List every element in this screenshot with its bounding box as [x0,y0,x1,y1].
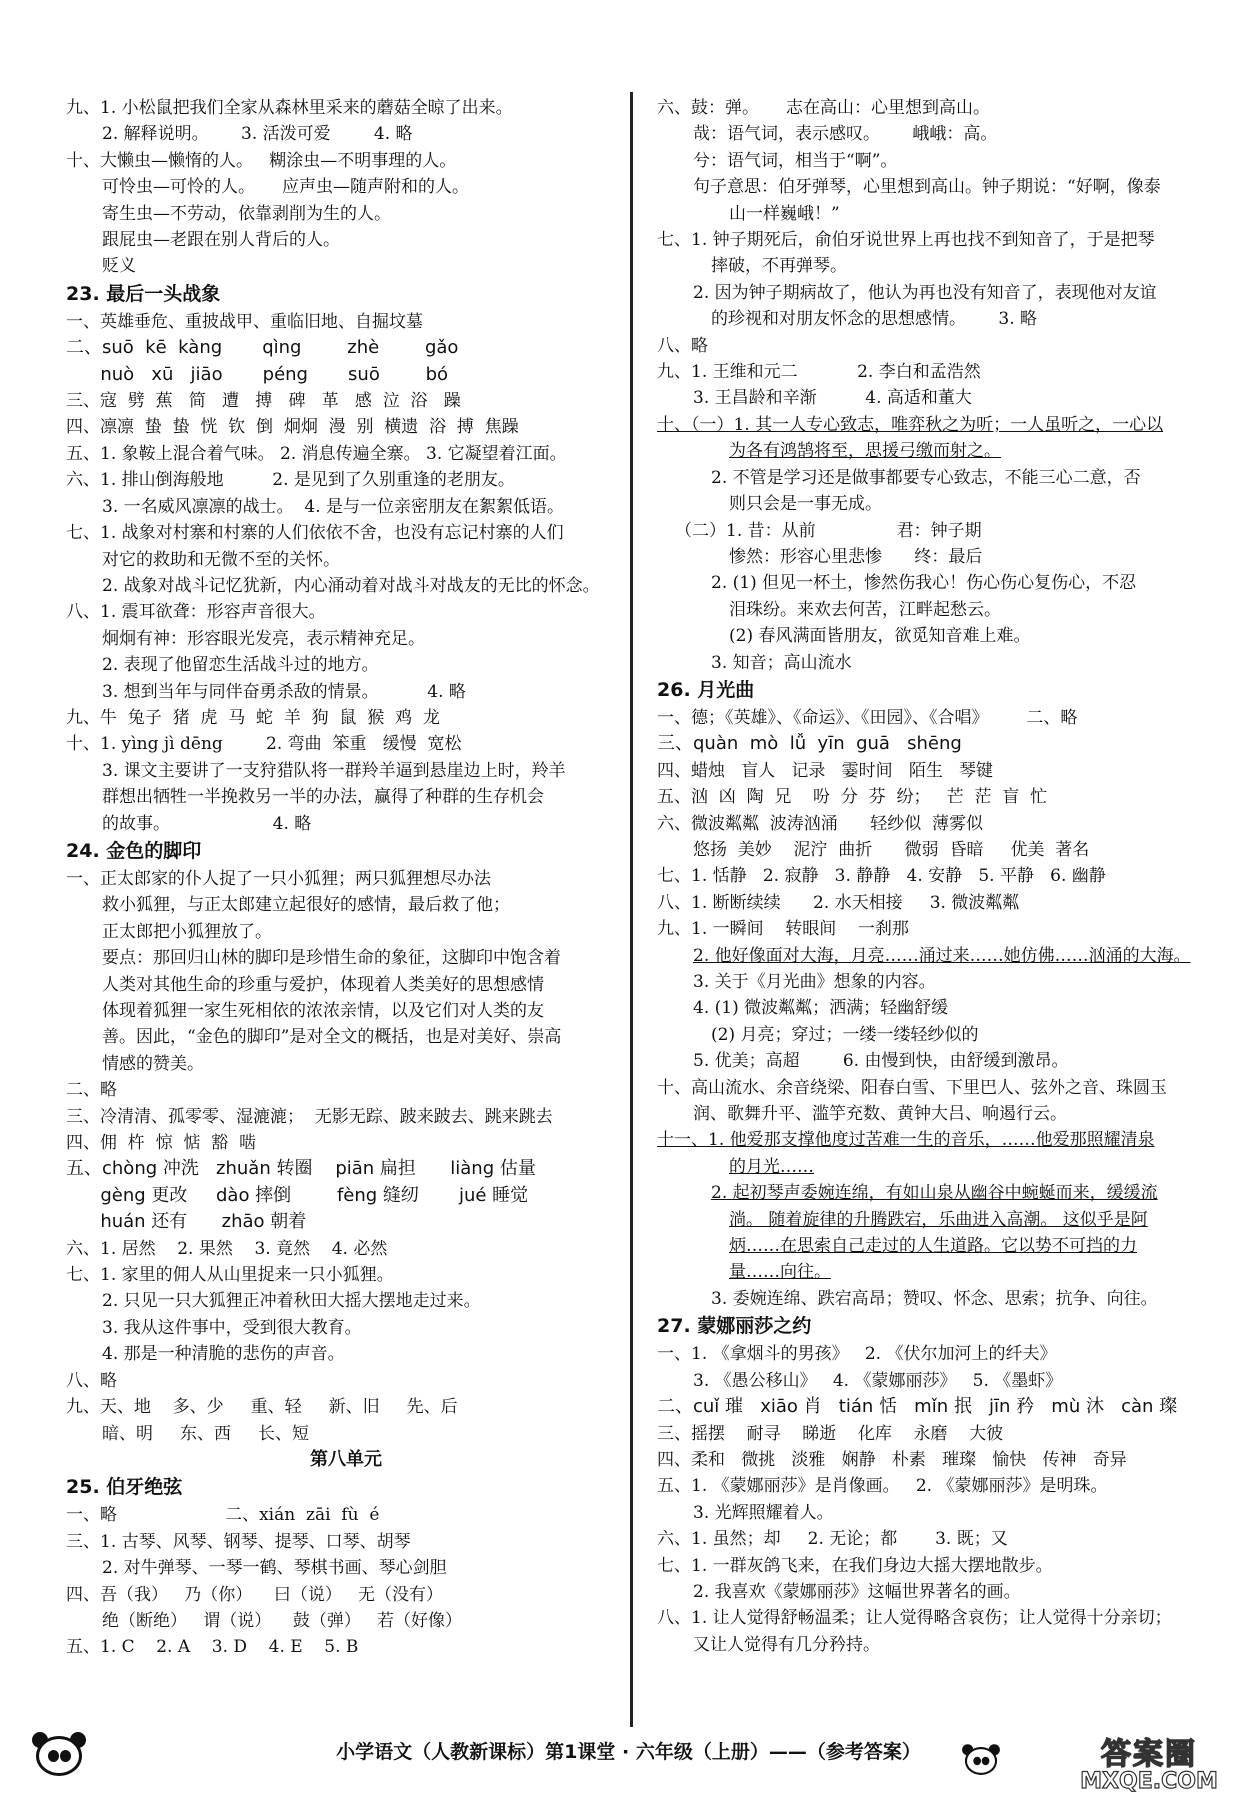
answer-line: 六、1. 虽然；却 2. 无论；都 3. 既；又 [657,1529,1008,1550]
answer-line: 3. 我从这件事中，受到很大教育。 [102,1317,362,1338]
answer-line: （二）1. 昔：从前 君：钟子期 [675,520,982,541]
answer-line: 要点：那回归山林的脚印是珍惜生命的象征，这脚印中饱含着 [102,948,561,969]
answer-line: 四、吾（我） 乃（你） 曰（说） 无（没有） [66,1584,444,1605]
answer-line: 3. 委婉连绵、跌宕高昂；赞叹、怀念、思索；抗争、向往。 [711,1288,1158,1309]
right-column [657,95,1205,1658]
answer-line: 九、天、地 多、少 重、轻 新、旧 先、后 [66,1397,458,1418]
answer-line: 炳……在思索自己走过的人生道路。它以势不可挡的力 [729,1236,1137,1257]
answer-line: 绝（断绝） 谓（说） 鼓（弹） 若（好像） [102,1610,463,1631]
answer-line: 三、冷清清、孤零零、湿漉漉； 无影无踪、跛来跛去、跳来跳去 [66,1106,553,1127]
answer-line: 2. 解释说明。 3. 活泼可爱 4. 略 [102,124,413,145]
answer-line: 三、摇摆 耐寻 睇逝 化库 永磨 大彼 [657,1423,1004,1444]
answer-line: 情感的赞美。 [102,1053,204,1074]
answer-line: 2. 起初琴声委婉连绵，有如山泉从幽谷中蜿蜒而来，缓缓流 [711,1183,1158,1204]
answer-line: 九、1. 小松鼠把我们全家从森林里采来的蘑菇全晾了出来。 [66,98,513,118]
answer-line: 摔破，不再弹琴。 [711,256,847,277]
answer-line: 十、大懒虫—懒惰的人。 糊涂虫—不明事理的人。 [66,150,457,171]
answer-line: (2) 月亮；穿过；一缕一缕轻纱似的 [711,1024,979,1045]
answer-line: 3. 《愚公移山》 4. 《蒙娜丽莎》 5. 《墨虾》 [693,1370,1063,1391]
answer-line: 悠扬 美妙 泥泞 曲折 微弱 昏暗 优美 著名 [693,839,1090,860]
answer-line: 惨然：形容心里悲惨 终：最后 [729,546,983,567]
answer-line: 二、略 [66,1080,117,1101]
answer-line: 对它的救助和无微不至的关怀。 [102,549,340,570]
answer-line: 山一样巍峨！” [729,203,840,224]
answer-line: 4. (1) 微波粼粼；洒满；轻幽舒缓 [693,998,949,1019]
answer-line: 3. 课文主要讲了一支狩猎队将一群羚羊逼到悬崖边上时，羚羊 [102,760,566,781]
answer-line: 十、高山流水、余音绕梁、阳春白雪、下里巴人、弦外之音、珠圆玉 [657,1077,1167,1098]
answer-line: 九、1. 王维和元二 2. 李白和孟浩然 [657,362,981,383]
answer-line: 2. 因为钟子期病故了，他认为再也没有知音了，表现他对友谊 [693,282,1157,303]
answer-line: 五、chòng 冲洗 zhuǎn 转圈 piān 扁担 liàng 估量 [66,1158,536,1180]
answer-line: 八、略 [66,1370,117,1391]
answer-line: 可怜虫—可怜的人。 应声虫—随声附和的人。 [102,177,470,198]
answer-line: 五、1. 《蒙娜丽莎》是肖像画。 2. 《蒙娜丽莎》是明珠。 [657,1476,1108,1497]
answer-line: 十、（一）1. 其一人专心致志，唯弈秋之为听；一人虽听之，一心以 [657,414,1164,435]
section-heading: 25. 伯牙绝弦 [66,1476,183,1499]
answer-line: (2) 春风满面皆朋友，欲觅知音难上难。 [729,626,1031,647]
answer-line: 群想出牺牲一半挽救另一半的办法，赢得了种群的生存机会 [102,787,544,808]
answer-line: 3. 知音；高山流水 [711,652,852,673]
answer-line: 为各有鸿鹄将至，思援弓缴而射之。 [729,441,1001,462]
answer-line: 七、1. 钟子期死后，俞伯牙说世界上再也找不到知音了，于是把琴 [657,230,1155,251]
answer-line: 二、suō kē kàng qìng zhè gǎo [66,337,459,359]
footer-title: 小学语文（人教新课标）第1课堂 · 六年级（上册）——（参考答案） [336,1740,921,1763]
answer-line: 2. 我喜欢《蒙娜丽莎》这幅世界著名的画。 [693,1581,1021,1602]
answer-line: 六、鼓：弹。 志在高山：心里想到高山。 [657,98,991,118]
answer-line: 淌。 随着旋律的升腾跌宕，乐曲进入高潮。 这似乎是阿 [729,1209,1148,1230]
answer-line: 五、1. 象鞍上混合着气味。 2. 消息传遍全寨。 3. 它凝望着江面。 [66,443,567,464]
answer-line: 一、正太郎家的仆人捉了一只小狐狸；两只狐狸想尽办法 [66,868,491,889]
section-heading: 24. 金色的脚印 [66,839,202,862]
answer-line: 五、汹 凶 陶 兄 吩 分 芬 纷； 芒 茫 盲 忙 [657,787,1048,808]
answer-line: 十、1. yìng jì dēng 2. 弯曲 笨重 缓慢 宽松 [66,734,462,755]
answer-line: 的月光…… [729,1156,814,1177]
answer-line: nuò xū jiāo péng suō bó [66,363,449,385]
answer-line: 八、1. 让人觉得舒畅温柔；让人觉得略含哀伤；让人觉得十分亲切； [657,1608,1172,1629]
answer-line: 2. 他好像面对大海，月亮……涌过来……她仿佛……汹涌的大海。 [693,945,1191,966]
answer-line: 兮：语气词，相当于“啊”。 [693,150,898,171]
answer-line: 3. 光辉照耀着人。 [693,1502,834,1523]
answer-line: 量……向往。 [729,1262,831,1283]
answer-line: huán 还有 zhāo 朝着 [66,1211,307,1233]
answer-line: 3. 王昌龄和辛渐 4. 高适和董大 [693,388,972,409]
answer-line: 2. 不管是学习还是做事都要专心致志，不能三心二意，否 [711,467,1141,488]
answer-line: 八、1. 震耳欲聋：形容声音很大。 [66,602,326,623]
answer-line: 五、1. C 2. A 3. D 4. E 5. B [66,1637,359,1658]
answer-line: 善。因此，“金色的脚印”是对全文的概括，也是对美好、崇高 [102,1027,562,1048]
answer-line: 的珍视和对朋友怀念的思想感情。 3. 略 [711,309,1038,330]
answer-line: 三、寇 劈 蕉 简 遭 搏 碑 革 感 泣 浴 躁 [66,391,461,412]
answer-line: 八、1. 断断续续 2. 水天相接 3. 微波粼粼 [657,892,1020,913]
answer-line: 一、1. 《拿烟斗的男孩》 2. 《伏尔加河上的纤夫》 [657,1344,1057,1365]
panda-icon [959,1743,1002,1779]
answer-line: 九、牛 兔子 猪 虎 马 蛇 羊 狗 鼠 猴 鸡 龙 [66,707,440,728]
section-heading: 23. 最后一头战象 [66,282,221,305]
answer-line: 二、cuǐ 璀 xiāo 肖 tián 恬 mǐn 抿 jīn 矜 mù 沐 càn 璨 [657,1396,1178,1418]
answer-line: 一、英雄垂危、重披战甲、重临旧地、自掘坟墓 [66,311,423,332]
answer-line: 三、quàn mò lǚ yīn guā shēng [657,733,962,755]
answer-line: 七、1. 恬静 2. 寂静 3. 静静 4. 安静 5. 平静 6. 幽静 [657,866,1106,887]
answer-line: 2. 战象对战斗记忆犹新，内心涌动着对战斗对战友的无比的怀念。 [102,575,600,596]
answer-line: 九、1. 一瞬间 转眼间 一刹那 [657,919,909,940]
watermark-bottom: MXQE.COM [1080,1769,1218,1794]
answer-line: 2. (1) 但见一杯土，惨然伤我心！伤心伤心复伤心，不忍 [711,573,1137,594]
answer-line: 救小狐狸，与正太郎建立起很好的感情，最后救了他； [102,895,510,916]
answer-line: 七、1. 家里的佣人从山里捉来一只小狐狸。 [66,1265,394,1286]
answer-line: 三、1. 古琴、风琴、钢琴、提琴、口琴、胡琴 [66,1531,411,1552]
answer-line: 5. 优美；高超 6. 由慢到快，由舒缓到激昂。 [693,1051,1069,1072]
answer-line: 十一、1. 他爱那支撑他度过苦难一生的音乐，……他爱那照耀清泉 [657,1130,1155,1151]
answer-line: 炯炯有神：形容眼光发亮，表示精神充足。 [102,628,425,649]
answer-line: 4. 那是一种清脆的悲伤的声音。 [102,1344,345,1365]
watermark-top: 答案圈 [1101,1737,1197,1772]
answer-line: 句子意思：伯牙弹琴，心里想到高山。钟子期说：“好啊，像泰 [693,177,1161,198]
answer-line: 四、佣 杵 惊 惦 豁 啮 [66,1133,257,1154]
answer-line: 六、1. 居然 2. 果然 3. 竟然 4. 必然 [66,1238,388,1259]
answer-line: 一、略 二、xián zāi fù é [66,1505,380,1526]
answer-line: 七、1. 战象对村寨和村寨的人们依依不舍，也没有忘记村寨的人们 [66,523,564,544]
answer-line: 四、柔和 微挑 淡雅 娴静 朴素 璀璨 愉快 传神 奇异 [657,1449,1127,1470]
answer-line: 体现着狐狸一家生死相依的浓浓亲情，以及它们对人类的友 [102,1001,544,1021]
answer-line: 人类对其他生命的珍重与爱护，体现着人类美好的思想感情 [102,974,544,995]
answer-line: 的故事。 4. 略 [102,813,312,834]
watermark-logo [1059,1738,1239,1794]
answer-line: 哉：语气词，表示感叹。 峨峨：高。 [693,124,998,145]
answer-line: 2. 只见一只大狐狸正冲着秋田大摇大摆地走过来。 [102,1291,481,1312]
answer-line: 3. 一名威风凛凛的战士。 4. 是与一位亲密朋友在絮絮低语。 [102,496,565,517]
answer-line: gèng 更改 dào 摔倒 fèng 缝纫 jué 睡觉 [66,1184,529,1206]
column-divider [630,92,633,1727]
answer-line: 又让人觉得有几分矜持。 [693,1634,880,1655]
answer-line: 六、1. 排山倒海般地 2. 是见到了久别重逢的老朋友。 [66,470,515,491]
answer-line: 八、略 [657,335,708,356]
unit-title: 第八单元 [310,1448,382,1470]
section-heading: 26. 月光曲 [657,678,755,701]
answer-line: 3. 想到当年与同伴奋勇杀敌的情景。 4. 略 [102,681,466,702]
answer-line: 润、歌舞升平、滥竽充数、黄钟大吕、响遏行云。 [693,1104,1067,1125]
answer-line: 2. 对牛弹琴、一琴一鹤、琴棋书画、琴心剑胆 [102,1558,447,1579]
answer-line: 暗、明 东、西 长、短 [102,1423,310,1444]
answer-line: 一、德；《英雄》、《命运》、《田园》、《合唱》 二、略 [657,707,1078,728]
answer-line: 跟屁虫—老跟在别人背后的人。 [102,230,340,251]
answer-line: 3. 关于《月光曲》想象的内容。 [693,972,936,992]
answer-line: 2. 表现了他留恋生活战斗过的地方。 [102,655,379,676]
answer-line: 六、微波粼粼 波涛汹涌 轻纱似 薄雾似 [657,813,984,834]
answer-line: 四、蜡烛 盲人 记录 霎时间 陌生 琴键 [657,760,994,781]
answer-line: 七、1. 一群灰鸽飞来，在我们身边大摇大摆地散步。 [657,1555,1053,1576]
answer-line: 四、凛凛 蛰 蛰 恍 钦 倒 炯炯 漫 别 横遗 浴 搏 焦躁 [66,417,519,438]
answer-line: 泪珠纷。来欢去何苦，江畔起愁云。 [729,599,1001,620]
section-heading: 27. 蒙娜丽莎之约 [657,1315,812,1338]
answer-line: 则只会是一事无成。 [729,494,882,515]
answer-line: 寄生虫—不劳动，依靠剥削为生的人。 [102,203,391,224]
left-column [66,95,626,1661]
answer-line: 贬义 [102,256,136,277]
answer-line: 正太郎把小狐狸放了。 [102,921,272,942]
